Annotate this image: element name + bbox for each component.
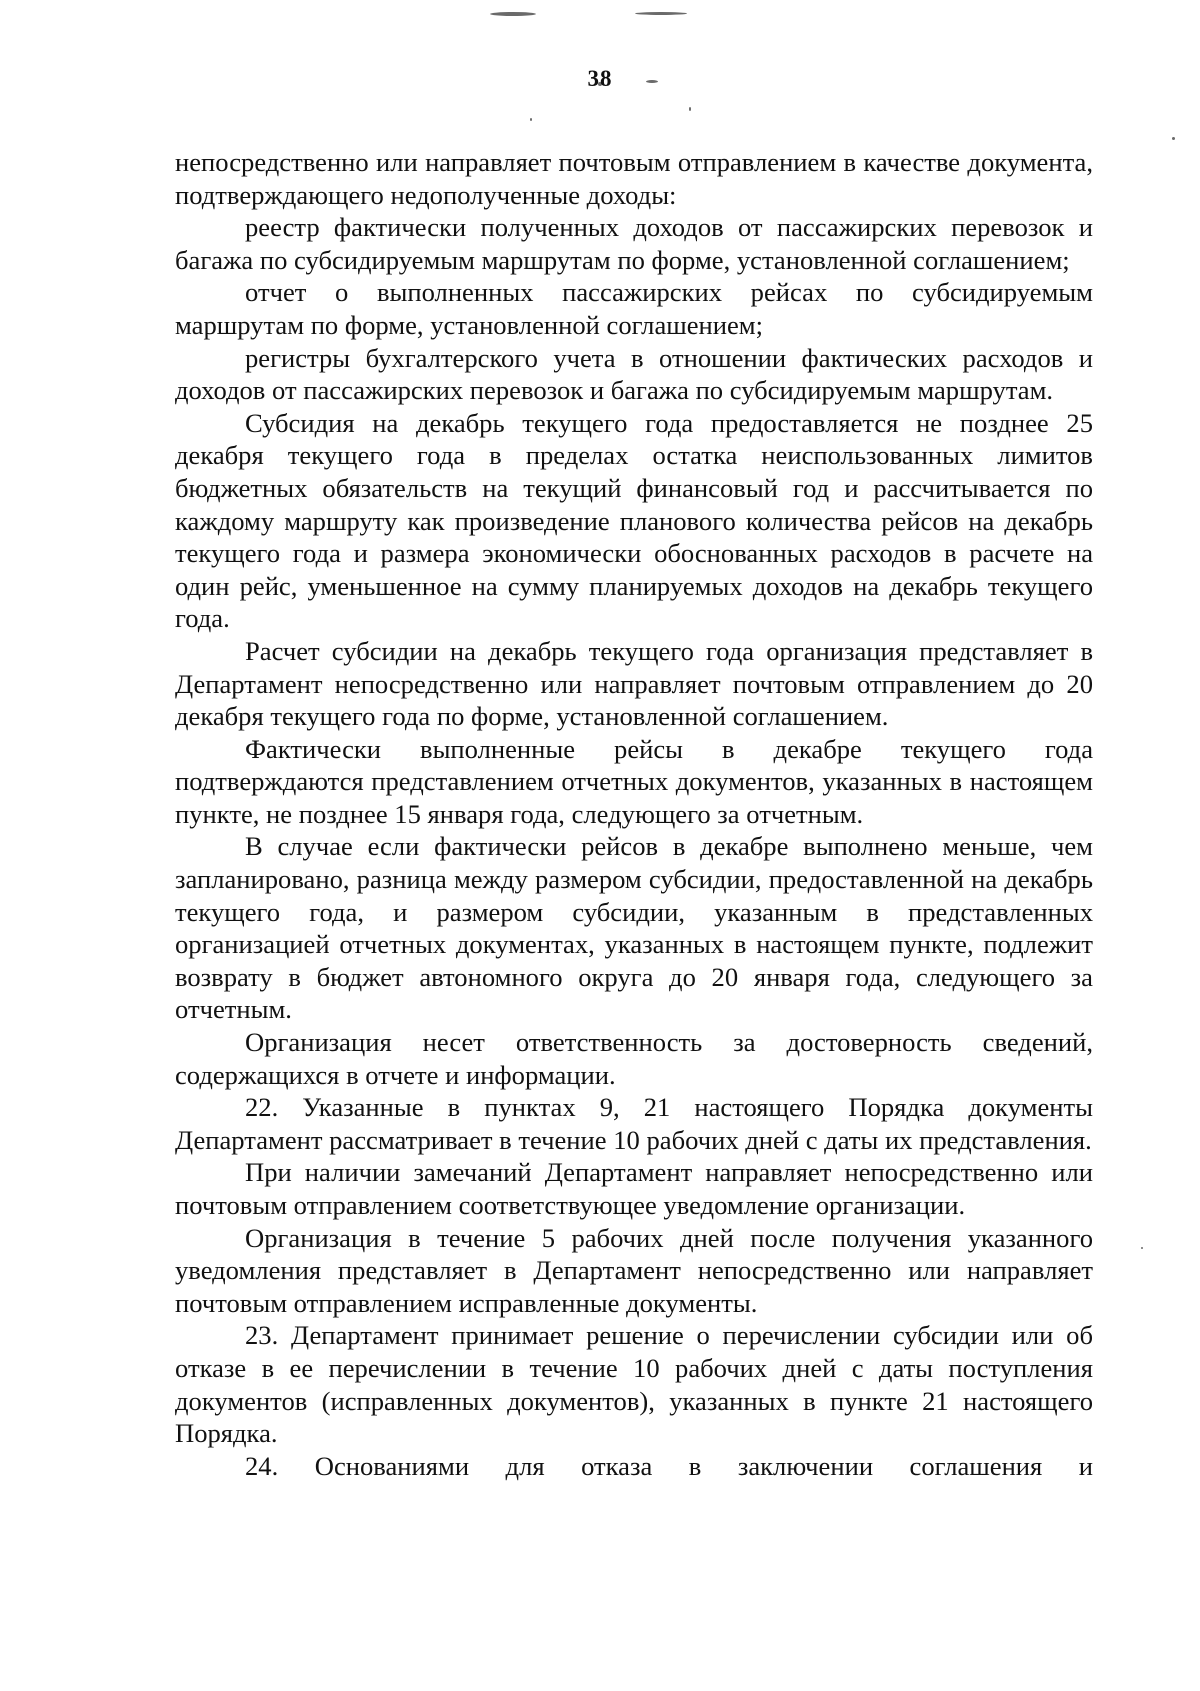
document-body [175,146,1093,1482]
body-paragraph: 22. Указанные в пунктах 9, 21 настоящего Порядка документы Департамент рассматривает в течение 10 рабочих дней с даты их представления. [175,1092,1093,1155]
scan-speck [689,107,691,111]
body-paragraph: Субсидия на декабрь текущего года предоставляется не позднее 25 декабря текущего года в пределах остатка неиспользованных лимитов бюджетных обязательств на текущий финансовый год и рассчитывается по каждому маршруту как произведение планового количества рейсов на декабрь текущего года и размера экономически обоснованных расходов в расчете на один рейс, уменьшенное на сумму планируемых доходов на декабрь текущего года. [175,407,1093,634]
body-paragraph: 24. Основаниями для отказа в заключении соглашения и [245,1450,1093,1481]
body-paragraph: Расчет субсидии на декабрь текущего года организация представляет в Департамент непосредственно или направляет почтовым отправлением до 20 декабря текущего года по форме, установленной соглашением. [175,635,1093,732]
scan-speck [1172,137,1175,140]
body-paragraph: Организация в течение 5 рабочих дней после получения указанного уведомления представляет в Департамент непосредственно или направляет почтовым отправлением исправленные документы. [175,1222,1093,1318]
scan-speck [530,118,532,121]
body-paragraph: Организация несет ответственность за достоверность сведений, содержащихся в отчете и информации. [175,1027,1093,1090]
body-paragraph: Фактически выполненные рейсы в декабре текущего года подтверждаются представлением отчетных документов, указанных в настоящем пункте, не позднее 15 января года, следующего за отчетным. [175,733,1093,829]
body-paragraph: регистры бухгалтерского учета в отношении фактических расходов и доходов от пассажирских перевозок и багажа по субсидируемым маршрутам. [175,342,1093,406]
body-paragraph: непосредственно или направляет почтовым отправлением в качестве документа, подтверждающего недополученные доходы: [175,147,1093,210]
body-paragraph: реестр фактически полученных доходов от пассажирских перевозок и багажа по субсидируемым маршрутам по форме, установленной соглашением; [175,212,1093,275]
scan-speck [635,12,687,15]
body-paragraph: При наличии замечаний Департамент направляет непосредственно или почтовым отправлением соответствующее уведомление организации. [175,1157,1093,1220]
page-number: 38 [587,66,613,91]
scan-speck [1141,1247,1143,1249]
scan-speck [490,12,536,16]
body-paragraph: 23. Департамент принимает решение о перечислении субсидии или об отказе в ее перечислении в течение 10 рабочих дней с даты поступления документов (исправленных документов), указанных в пункте 21 настоящего Порядка. [175,1320,1093,1449]
body-paragraph: отчет о выполненных пассажирских рейсах по субсидируемым маршрутам по форме, установленной соглашением; [175,277,1093,340]
body-paragraph: В случае если фактически рейсов в декабре выполнено меньше, чем запланировано, разница между размером субсидии, предоставленной на декабрь текущего года, и размером субсидии, указанным в представленных организацией отчетных документах, указанных в настоящем пункте, подлежит возврату в бюджет автономного округа до 20 января года, следующего за отчетным. [175,831,1093,1025]
